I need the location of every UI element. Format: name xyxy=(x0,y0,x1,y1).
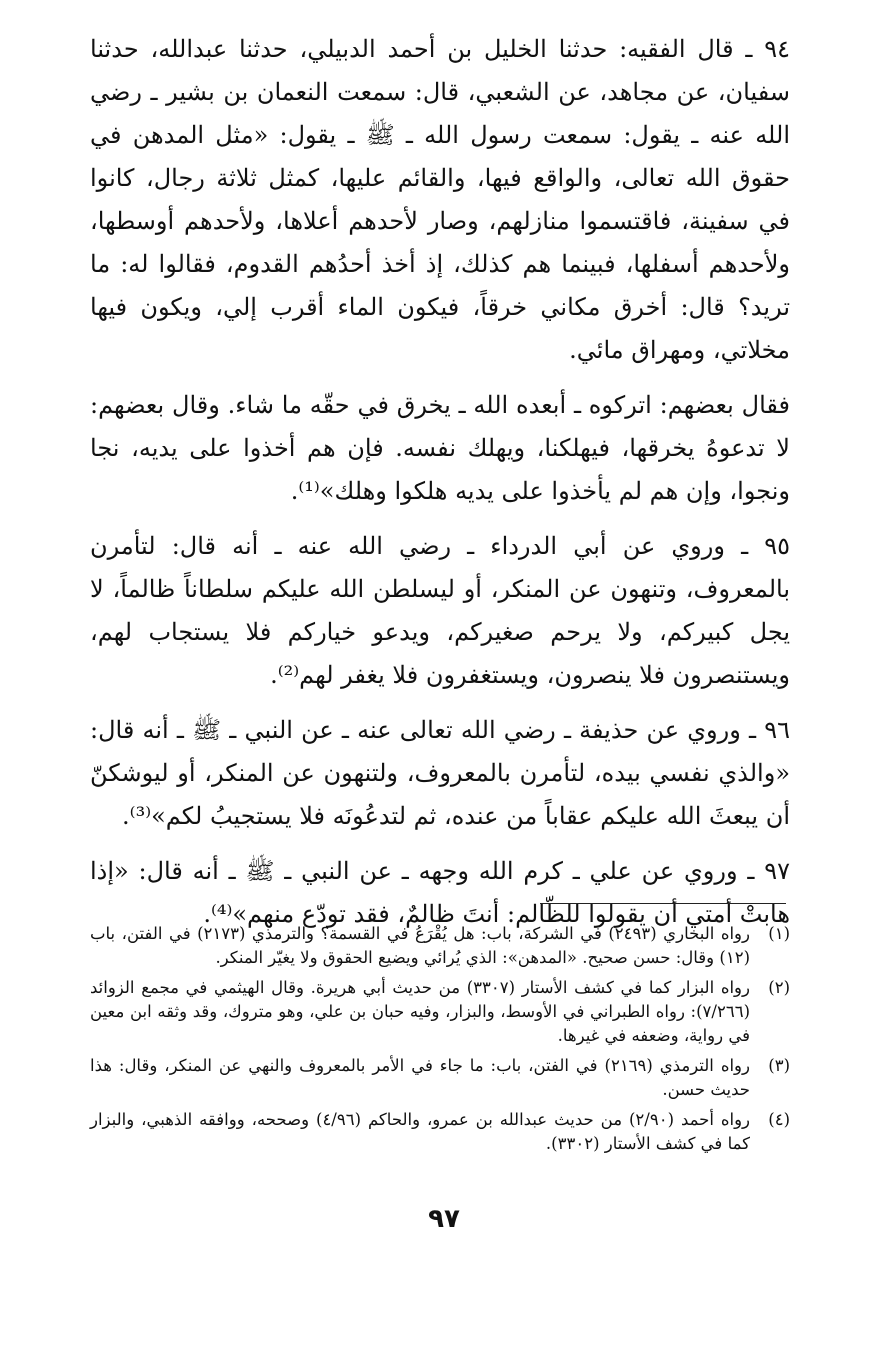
main-text xyxy=(90,28,790,948)
footnotes xyxy=(90,922,790,1162)
paragraph-94-continued: فقال بعضهم: اتركوه ـ أبعده الله ـ يخرق في حقّه ما شاء. وقال بعضهم: لا تدعوهُ يخرقها، فيهلكنا، ويهلك نفسه. فإن هم أخذوا على يديه، نجا ونجوا، وإن هم لم يأخذوا على يديه هلكوا وهلك»⁽¹⁾. xyxy=(90,391,790,505)
footnote-4 xyxy=(90,1108,790,1156)
paragraph-97: ٩٧ ـ وروي عن علي ـ كرم الله وجهه ـ عن النبي ـ ﷺ ـ أنه قال: «إذا هابتْ أمتي أن يقولوا للظّالم: أنتَ ظالمٌ، فقد تودّع منهم»⁽⁴⁾. xyxy=(90,857,790,928)
paragraph-94: ٩٤ ـ قال الفقيه: حدثنا الخليل بن أحمد الدبيلي، حدثنا عبدالله، حدثنا سفيان، عن مجاهد، عن الشعبي، قال: سمعت النعمان بن بشير ـ رضي الله عنه ـ يقول: سمعت رسول الله ـ ﷺ ـ يقول: «مثل المدهن في حقوق الله تعالى، والواقع فيها، والقائم عليها، كمثل ثلاثة رجال، كانوا في سفينة، فاقتسموا منازلهم، وصار لأحدهم أعلاها، ولأحدهم أوسطها، ولأحدهم أسفلها، فبينما هم كذلك، إذ أخذ أحدُهم القدوم، فقالوا له: ما تريد؟ قال: أخرق مكاني خرقاً، فيكون الماء أقرب إلي، ويكون فيها مخلاتي، ومهراق مائي. xyxy=(90,35,790,364)
footnote-3 xyxy=(90,1054,790,1102)
footnote-text: رواه البزار كما في كشف الأستار (٣٣٠٧) من حديث أبي هريرة. وقال الهيثمي في مجمع الزوائد (٧/٢٦٦): رواه الطبراني في الأوسط، والبزار، وفيه حبان بن علي، وهو متروك، وقد وثقه ابن معين في رواية، وضعفه في غيرها. xyxy=(90,978,750,1045)
footnote-text: رواه أحمد (٢/٩٠) من حديث عبدالله بن عمرو، والحاكم (٤/٩٦) وصححه، ووافقه الذهبي، والبزار كما في كشف الأستار (٣٣٠٢). xyxy=(90,1110,751,1153)
footnote-1 xyxy=(90,922,790,970)
footnote-divider xyxy=(540,903,786,904)
paragraph-96: ٩٦ ـ وروي عن حذيفة ـ رضي الله تعالى عنه ـ عن النبي ـ ﷺ ـ أنه قال: «والذي نفسي بيده، لتأمرن بالمعروف، ولتنهون عن المنكر، أو ليوشكنّ أن يبعثَ الله عليكم عقاباً من عنده، ثم لتدعُونَه فلا يستجيبُ لكم»⁽³⁾. xyxy=(90,716,790,830)
footnote-text: رواه الترمذي (٢١٦٩) في الفتن، باب: ما جاء في الأمر بالمعروف والنهي عن المنكر، وقال: هذا حديث حسن. xyxy=(90,1056,750,1099)
footnote-2 xyxy=(90,976,790,1048)
paragraph-95: ٩٥ ـ وروي عن أبي الدرداء ـ رضي الله عنه ـ أنه قال: لتأمرن بالمعروف، وتنهون عن المنكر، أو ليسلطن الله عليكم سلطاناً ظالماً، لا يجل كبيركم، ولا يرحم صغيركم، ويدعو خياركم فلا يستجاب لهم، ويستنصرون فلا ينصرون، ويستغفرون فلا يغفر لهم⁽²⁾. xyxy=(90,532,791,689)
page-number: ٩٧ xyxy=(428,1204,460,1234)
footnote-number: (١) xyxy=(768,924,790,943)
footnote-number: (٣) xyxy=(768,1056,790,1075)
footnote-text: رواه البخاري (٢٤٩٣) في الشركة، باب: هل يُقْرَعُ في القسمة؟ والترمذي (٢١٧٣) في الفتن، باب (١٢) وقال: حسن صحيح. «المدهن»: الذي يُرائي ويضيع الحقوق ولا يغيّر المنكر. xyxy=(90,924,750,967)
footnote-number: (٤) xyxy=(768,1110,790,1129)
footnote-number: (٢) xyxy=(768,978,790,997)
